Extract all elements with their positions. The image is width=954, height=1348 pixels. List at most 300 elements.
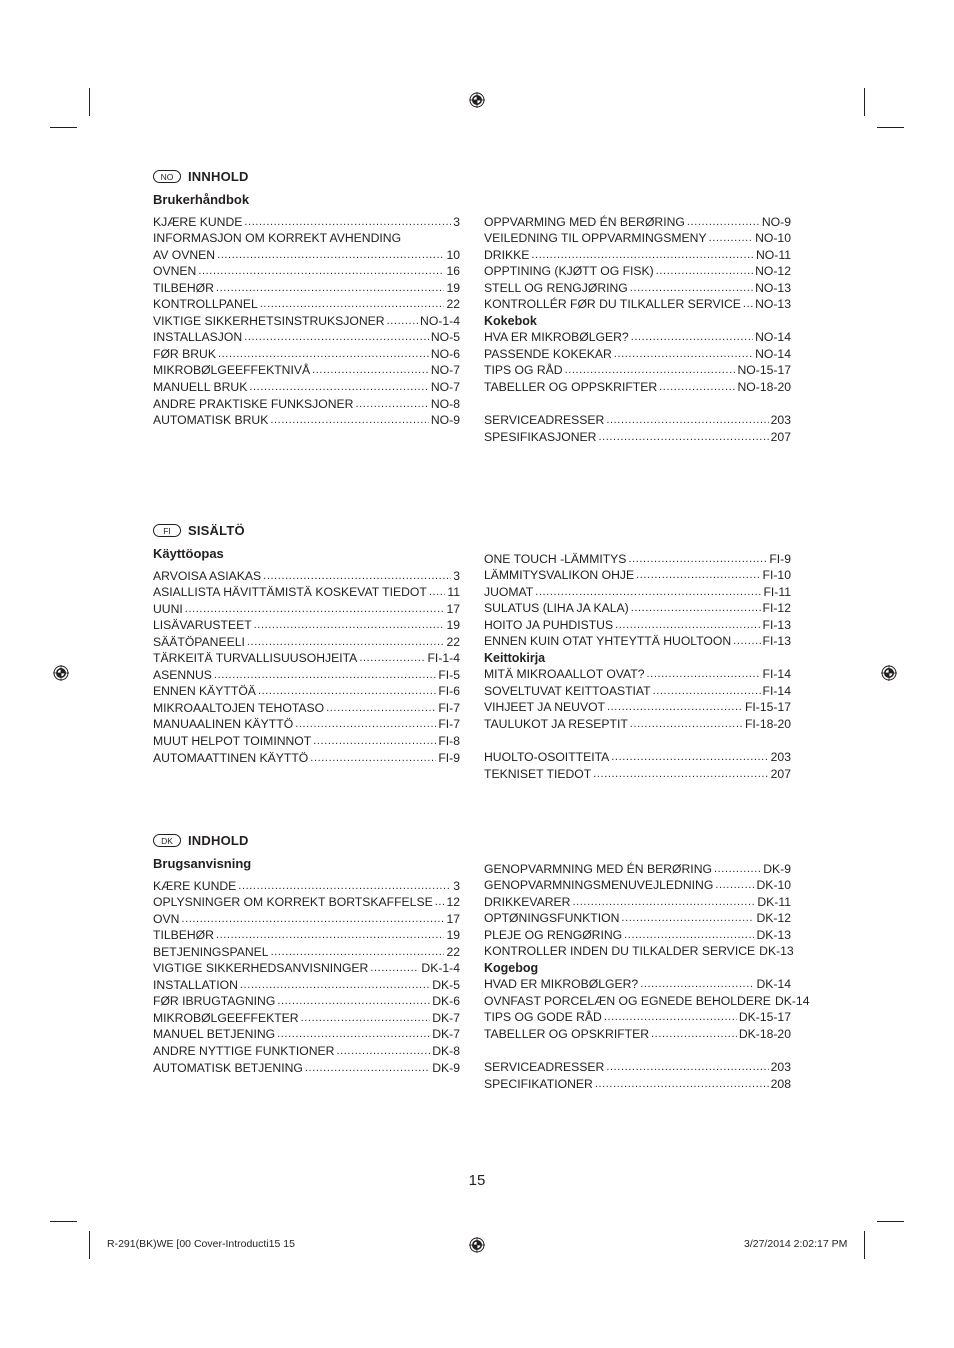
dot-leader <box>238 879 451 893</box>
toc-entry-title: STELL OG RENGJØRING <box>484 280 628 295</box>
toc-entry-title: ENNEN KUIN OTAT YHTEYTTÄ HUOLTOON <box>484 634 732 649</box>
toc-entry-title: OPLYSNINGER OM KORREKT BORTSKAFFELSE <box>153 895 433 910</box>
dot-leader <box>277 1027 430 1041</box>
toc-entry <box>484 859 791 876</box>
dot-leader <box>611 750 768 764</box>
toc-entry-title: OPTØNINGSFUNKTION <box>484 911 620 926</box>
toc-entry-title: GENOPVARMNINGSMENUVEJLEDNING <box>484 878 714 893</box>
toc-entry-title: OVNEN <box>153 264 197 279</box>
dot-leader <box>687 215 760 229</box>
language-badge: NO <box>153 170 181 183</box>
toc-entry <box>484 549 791 566</box>
toc-entry <box>153 394 460 411</box>
dot-leader <box>531 248 754 262</box>
toc-entry-title: HVA ER MIKROBØLGER? <box>484 330 629 345</box>
toc-subheading <box>484 648 791 665</box>
dot-leader <box>218 347 429 361</box>
dot-leader <box>271 945 445 959</box>
toc-entry-page: FI-13 <box>762 617 791 632</box>
toc-entry <box>153 599 460 616</box>
toc-entry <box>153 566 460 583</box>
toc-entry-title: ASENNUS <box>153 667 212 682</box>
toc-entry-page: 17 <box>446 911 460 926</box>
toc-entry <box>153 748 460 765</box>
toc-entry-title: ASIALLISTA HÄVITTÄMISTÄ KOSKEVAT TIEDOT <box>153 585 427 600</box>
toc-entry-title: KÆRE KUNDE <box>153 878 237 893</box>
toc-entry <box>153 698 460 715</box>
toc-entry-page: DK-7 <box>432 1010 460 1025</box>
toc-entry-title: AUTOMATISK BETJENING <box>153 1060 303 1075</box>
dot-leader <box>305 1061 430 1075</box>
toc-entry-title: UUNI <box>153 601 183 616</box>
toc-entry-page: NO-14 <box>755 346 791 361</box>
crop-mark-bottom-left-horizontal <box>50 1221 77 1222</box>
dot-leader <box>270 413 429 427</box>
dot-leader <box>249 380 429 394</box>
toc-entry-page: NO-5 <box>430 330 460 345</box>
toc-entry-title: DRIKKEVARER <box>484 894 571 909</box>
toc-entry-page: NO-13 <box>755 297 791 312</box>
toc-entry <box>153 377 460 394</box>
toc-entry-title: LISÄVARUSTEET <box>153 618 252 633</box>
toc-entry-page: DK-15-17 <box>738 1010 791 1025</box>
dot-leader <box>312 363 429 377</box>
toc-entry-title: ARVOISA ASIAKAS <box>153 568 262 583</box>
toc-entry <box>153 665 460 682</box>
dot-leader <box>733 634 760 648</box>
toc-entry-page: FI-10 <box>762 568 791 583</box>
toc-entry-title: Keittokirja <box>484 650 546 665</box>
dot-leader <box>636 568 760 582</box>
section-subtitle: Käyttöopas <box>153 546 224 561</box>
toc-entry-title: FØR BRUK <box>153 346 216 361</box>
section-subtitle: Brugsanvisning <box>153 856 252 871</box>
toc-spacer <box>484 394 791 411</box>
toc-entry-title: MUUT HELPOT TOIMINNOT <box>153 734 312 749</box>
dot-leader <box>659 380 735 394</box>
toc-entry <box>153 926 460 943</box>
toc-column-left <box>153 876 460 1075</box>
dot-leader <box>624 928 754 942</box>
dot-leader <box>295 717 436 731</box>
toc-entry <box>484 615 791 632</box>
toc-entry-page: FI-6 <box>438 684 460 699</box>
toc-entry-page: FI-8 <box>438 734 460 749</box>
toc-entry-title: TILBEHØR <box>153 928 214 943</box>
toc-entry <box>153 229 460 246</box>
dot-leader <box>615 618 760 632</box>
toc-entry <box>484 681 791 698</box>
toc-entry-title: TILBEHØR <box>153 280 214 295</box>
toc-entry <box>153 361 460 378</box>
dot-leader <box>606 413 768 427</box>
dot-leader <box>310 751 436 765</box>
toc-spacer <box>484 731 791 748</box>
dot-leader <box>535 585 761 599</box>
dot-leader <box>326 701 436 715</box>
dot-leader <box>359 651 425 665</box>
toc-entry-title: KONTROLLER INDEN DU TILKALDER SERVICE <box>484 944 756 959</box>
toc-entry-page: FI-14 <box>762 683 791 698</box>
toc-entry-page: NO-14 <box>755 330 791 345</box>
toc-entry-title: SÄÄTÖPANEELI <box>153 634 245 649</box>
toc-entry-title: AUTOMAATTINEN KÄYTTÖ <box>153 750 309 765</box>
toc-entry <box>484 632 791 649</box>
toc-entry-title: MIKROAALTOJEN TEHOTASO <box>153 700 325 715</box>
toc-entry-page: 203 <box>770 1060 791 1075</box>
toc-entry <box>153 715 460 732</box>
toc-entry <box>484 1058 791 1075</box>
dot-leader <box>313 734 436 748</box>
toc-entry-title: ENNEN KÄYTTÖÄ <box>153 684 256 699</box>
toc-entry-page: NO-15-17 <box>737 363 791 378</box>
toc-entry-title: INFORMASJON OM KORREKT AVHENDING <box>153 231 402 246</box>
toc-entry <box>153 1058 460 1075</box>
toc-entry <box>153 1008 460 1025</box>
dot-leader <box>217 248 444 262</box>
toc-entry <box>484 344 791 361</box>
toc-entry-page: FI-5 <box>438 667 460 682</box>
toc-entry <box>484 714 791 731</box>
dot-leader <box>628 552 767 566</box>
toc-entry <box>153 245 460 262</box>
toc-subheading <box>484 958 791 975</box>
toc-entry-page: DK-10 <box>756 878 791 893</box>
toc-entry-page: DK-14 <box>756 977 791 992</box>
dot-leader <box>336 1044 430 1058</box>
toc-entry <box>153 1025 460 1042</box>
toc-entry-page: DK-7 <box>432 1027 460 1042</box>
toc-entry-title: ANDRE PRAKTISKE FUNKSJONER <box>153 396 354 411</box>
dot-leader <box>185 602 445 616</box>
toc-entry-title: MIKROBØLGEEFFEKTER <box>153 1010 299 1025</box>
dot-leader <box>198 264 444 278</box>
crop-mark-top-left-horizontal <box>50 127 77 128</box>
toc-entry-title: TAULUKOT JA RESEPTIT <box>484 717 628 732</box>
dot-leader <box>640 977 754 991</box>
toc-entry-title: OPPVARMING MED ÉN BERØRING <box>484 214 685 229</box>
toc-entry-title: OVNFAST PORCELÆN OG EGNEDE BEHOLDERE <box>484 993 771 1008</box>
toc-entry-title: TABELLER OG OPPSKRIFTER <box>484 380 658 395</box>
toc-entry <box>484 328 791 345</box>
toc-entry <box>484 262 791 279</box>
toc-entry-title: DRIKKE <box>484 247 530 262</box>
toc-entry <box>153 328 460 345</box>
toc-entry-page: 12 <box>446 895 460 910</box>
toc-entry-title: VEILEDNING TIL OPPVARMINGSMENY <box>484 231 707 246</box>
dot-leader <box>709 231 754 245</box>
toc-entry <box>484 1024 791 1041</box>
toc-spacer <box>484 1041 791 1058</box>
toc-entry <box>153 992 460 1009</box>
toc-entry <box>484 582 791 599</box>
toc-entry <box>484 991 810 1008</box>
section-title: INNHOLD <box>188 168 249 184</box>
toc-entry <box>153 731 460 748</box>
dot-leader <box>247 635 445 649</box>
toc-entry <box>484 975 791 992</box>
toc-entry-title: MANUAALINEN KÄYTTÖ <box>153 717 294 732</box>
toc-entry-title: ANDRE NYTTIGE FUNKTIONER <box>153 1044 335 1059</box>
dot-leader <box>647 667 761 681</box>
toc-entry-page: 19 <box>446 618 460 633</box>
toc-entry <box>153 682 460 699</box>
toc-entry-title: KONTROLLPANEL <box>153 297 258 312</box>
footer-file-info: R-291(BK)WE [00 Cover-Introducti15 15 <box>107 1238 295 1250</box>
toc-entry-title: MITÄ MIKROAALLOT OVAT? <box>484 667 645 682</box>
toc-entry <box>153 344 460 361</box>
toc-section-fi <box>153 522 791 792</box>
toc-entry-page: NO-9 <box>430 413 460 428</box>
dot-leader <box>656 264 753 278</box>
toc-entry <box>153 616 460 633</box>
toc-column-right <box>484 212 791 444</box>
toc-entry-title: VIHJEET JA NEUVOT <box>484 700 605 715</box>
toc-entry-page: FI-18-20 <box>744 717 791 732</box>
dot-leader <box>240 978 430 992</box>
dot-leader <box>714 862 761 876</box>
toc-entry-page: 3 <box>453 214 460 229</box>
section-title: INDHOLD <box>188 832 249 848</box>
dot-leader <box>258 684 436 698</box>
toc-entry-title: PLEJE OG RENGØRING <box>484 927 623 942</box>
dot-leader <box>598 430 768 444</box>
toc-entry-page: 19 <box>446 928 460 943</box>
toc-entry <box>484 942 794 959</box>
toc-entry <box>484 295 791 312</box>
toc-entry <box>484 377 791 394</box>
toc-entry-page: FI-7 <box>438 717 460 732</box>
toc-entry-page: 17 <box>446 601 460 616</box>
toc-entry <box>484 698 791 715</box>
dot-leader <box>387 314 418 328</box>
dot-leader <box>604 1010 737 1024</box>
toc-entry-title: Kogebog <box>484 960 539 975</box>
toc-entry-page: NO-10 <box>755 231 791 246</box>
dot-leader <box>429 585 446 599</box>
section-title: SISÄLTÖ <box>188 522 245 538</box>
toc-entry-page: FI-9 <box>769 551 791 566</box>
toc-entry <box>153 411 460 428</box>
toc-entry <box>153 909 460 926</box>
toc-entry-page: 203 <box>770 413 791 428</box>
dot-leader <box>244 215 451 229</box>
toc-entry-title: INSTALLATION <box>153 977 238 992</box>
footer-timestamp: 3/27/2014 2:02:17 PM <box>744 1238 848 1250</box>
toc-entry-title: MANUEL BETJENING <box>153 1027 276 1042</box>
toc-entry <box>153 942 460 959</box>
toc-entry-page: DK-6 <box>432 994 460 1009</box>
dot-leader <box>216 281 444 295</box>
toc-entry-title: MANUELL BRUK <box>153 380 248 395</box>
dot-leader <box>254 618 445 632</box>
toc-entry <box>484 764 791 781</box>
crop-mark-bottom-right-horizontal <box>877 1221 904 1222</box>
toc-entry-page: FI-14 <box>762 667 791 682</box>
toc-column-left <box>153 212 460 427</box>
dot-leader <box>607 700 743 714</box>
dot-leader <box>370 961 419 975</box>
toc-entry-page: NO-18-20 <box>737 380 791 395</box>
toc-entry-page: 203 <box>770 750 791 765</box>
toc-entry-page: FI-9 <box>438 750 460 765</box>
toc-entry-page: NO-9 <box>761 214 791 229</box>
toc-entry-page: 10 <box>446 247 460 262</box>
toc-entry <box>484 278 791 295</box>
toc-entry-title: TIPS OG GODE RÅD <box>484 1010 602 1025</box>
toc-entry <box>484 245 791 262</box>
toc-entry <box>484 665 791 682</box>
toc-entry-page: DK-5 <box>432 977 460 992</box>
toc-entry-title: SOVELTUVAT KEITTOASTIAT <box>484 683 651 698</box>
toc-entry-page: 22 <box>446 944 460 959</box>
toc-entry-title: BETJENINGSPANEL <box>153 944 269 959</box>
page-number: 15 <box>468 1172 486 1189</box>
toc-entry <box>484 1074 791 1091</box>
language-badge: DK <box>153 834 181 847</box>
toc-entry-page: DK-9 <box>763 861 791 876</box>
toc-entry-page: NO-11 <box>756 247 791 262</box>
dot-leader <box>653 684 761 698</box>
toc-entry-title: TÄRKEITÄ TURVALLISUUSOHJEITA <box>153 651 358 666</box>
dot-leader <box>565 363 736 377</box>
toc-entry <box>153 262 460 279</box>
toc-entry-page: DK-13 <box>756 927 791 942</box>
toc-entry-title: GENOPVARMNING MED ÉN BERØRING <box>484 861 712 876</box>
toc-entry-title: Kokebok <box>484 313 537 328</box>
toc-entry <box>153 876 460 893</box>
dot-leader <box>651 1027 737 1041</box>
toc-entry <box>484 909 791 926</box>
toc-entry-page: FI-7 <box>438 700 460 715</box>
toc-entry-page: 22 <box>446 634 460 649</box>
section-subtitle: Brukerhåndbok <box>153 192 250 207</box>
toc-entry-page: DK-11 <box>757 894 791 909</box>
toc-entry-page: DK-14 <box>774 993 810 1008</box>
dot-leader <box>621 911 754 925</box>
toc-entry-title: AV OVNEN <box>153 247 216 262</box>
toc-entry-page: 3 <box>453 568 460 583</box>
toc-entry-title: HVAD ER MIKROBØLGER? <box>484 977 639 992</box>
toc-entry <box>484 229 791 246</box>
toc-entry <box>153 583 460 600</box>
toc-entry-page: DK-18-20 <box>738 1027 791 1042</box>
toc-entry <box>484 361 791 378</box>
toc-entry <box>153 311 460 328</box>
toc-entry <box>153 649 460 666</box>
toc-entry <box>153 632 460 649</box>
toc-entry-title: VIGTIGE SIKKERHEDSANVISNINGER <box>153 961 369 976</box>
toc-entry-page: NO-12 <box>755 264 791 279</box>
toc-entry-title: ONE TOUCH -LÄMMITYS <box>484 551 627 566</box>
dot-leader <box>277 994 430 1008</box>
toc-entry-page: NO-7 <box>430 380 460 395</box>
toc-entry <box>484 1008 791 1025</box>
dot-leader <box>630 717 743 731</box>
toc-entry-title: SERVICEADRESSER <box>484 1060 605 1075</box>
toc-entry-title: OPPTINING (KJØTT OG FISK) <box>484 264 654 279</box>
toc-subheading <box>484 311 791 328</box>
toc-entry-title: TABELLER OG OPSKRIFTER <box>484 1027 650 1042</box>
toc-entry-page: DK-8 <box>432 1044 460 1059</box>
toc-entry-page: 207 <box>770 766 791 781</box>
toc-entry-page: 208 <box>770 1076 791 1091</box>
toc-column-right <box>484 859 810 1091</box>
crop-mark-top-right-horizontal <box>877 127 904 128</box>
toc-entry <box>153 212 460 229</box>
toc-entry-page: NO-7 <box>430 363 460 378</box>
dot-leader <box>743 297 753 311</box>
toc-entry-page: 19 <box>446 280 460 295</box>
toc-entry-page: DK-1-4 <box>421 961 460 976</box>
toc-entry-title: MIKROBØLGEEFFEKTNIVÅ <box>153 363 311 378</box>
toc-entry-title: KJÆRE KUNDE <box>153 214 243 229</box>
toc-entry <box>484 748 791 765</box>
language-badge: FI <box>153 524 181 537</box>
toc-entry-page: FI-15-17 <box>744 700 791 715</box>
registration-mark-icon <box>53 665 69 681</box>
toc-entry-title: AUTOMATISK BRUK <box>153 413 269 428</box>
toc-section-dk <box>153 832 810 1102</box>
toc-entry-title: OVN <box>153 911 180 926</box>
dot-leader <box>614 347 753 361</box>
toc-entry-page: FI-11 <box>763 584 791 599</box>
toc-entry <box>153 1041 460 1058</box>
dot-leader <box>355 397 428 411</box>
toc-entry-title: PASSENDE KOKEKAR <box>484 346 612 361</box>
dot-leader <box>631 601 761 615</box>
dot-leader <box>263 569 451 583</box>
toc-entry-page: FI-12 <box>762 601 791 616</box>
toc-entry-title: JUOMAT <box>484 584 534 599</box>
toc-entry-page: FI-1-4 <box>427 651 460 666</box>
toc-entry-title: HUOLTO-OSOITTEITA <box>484 750 610 765</box>
toc-entry-page: NO-6 <box>430 346 460 361</box>
toc-entry-title: VIKTIGE SIKKERHETSINSTRUKSJONER <box>153 313 385 328</box>
crop-mark-top-left-vertical <box>89 88 90 116</box>
toc-entry-title: SPECIFIKATIONER <box>484 1076 593 1091</box>
registration-mark-icon <box>469 92 485 108</box>
dot-leader <box>631 330 753 344</box>
toc-entry-title: TEKNISET TIEDOT <box>484 766 592 781</box>
section-header <box>153 168 249 184</box>
toc-entry <box>484 212 791 229</box>
toc-entry-title: LÄMMITYSVALIKON OHJE <box>484 568 635 583</box>
toc-entry <box>153 959 460 976</box>
toc-entry <box>484 566 791 583</box>
toc-entry-title: SPESIFIKASJONER <box>484 429 597 444</box>
dot-leader <box>435 895 445 909</box>
toc-entry-page: FI-13 <box>762 634 791 649</box>
toc-entry-page: 3 <box>453 878 460 893</box>
dot-leader <box>715 878 754 892</box>
crop-mark-bottom-left-vertical <box>89 1231 90 1259</box>
toc-entry-page: DK-13 <box>759 944 794 959</box>
dot-leader <box>301 1011 431 1025</box>
toc-entry <box>484 427 791 444</box>
toc-column-left <box>153 566 460 765</box>
toc-entry-title: INSTALLASJON <box>153 330 243 345</box>
toc-entry-title: FØR IBRUGTAGNING <box>153 994 276 1009</box>
toc-entry-page: 207 <box>770 429 791 444</box>
toc-entry <box>484 599 791 616</box>
toc-entry-page: 16 <box>446 264 460 279</box>
dot-leader <box>606 1060 768 1074</box>
toc-entry <box>484 892 791 909</box>
toc-entry <box>153 278 460 295</box>
toc-entry-title: HOITO JA PUHDISTUS <box>484 617 614 632</box>
toc-entry-title: SULATUS (LIHA JA KALA) <box>484 601 629 616</box>
